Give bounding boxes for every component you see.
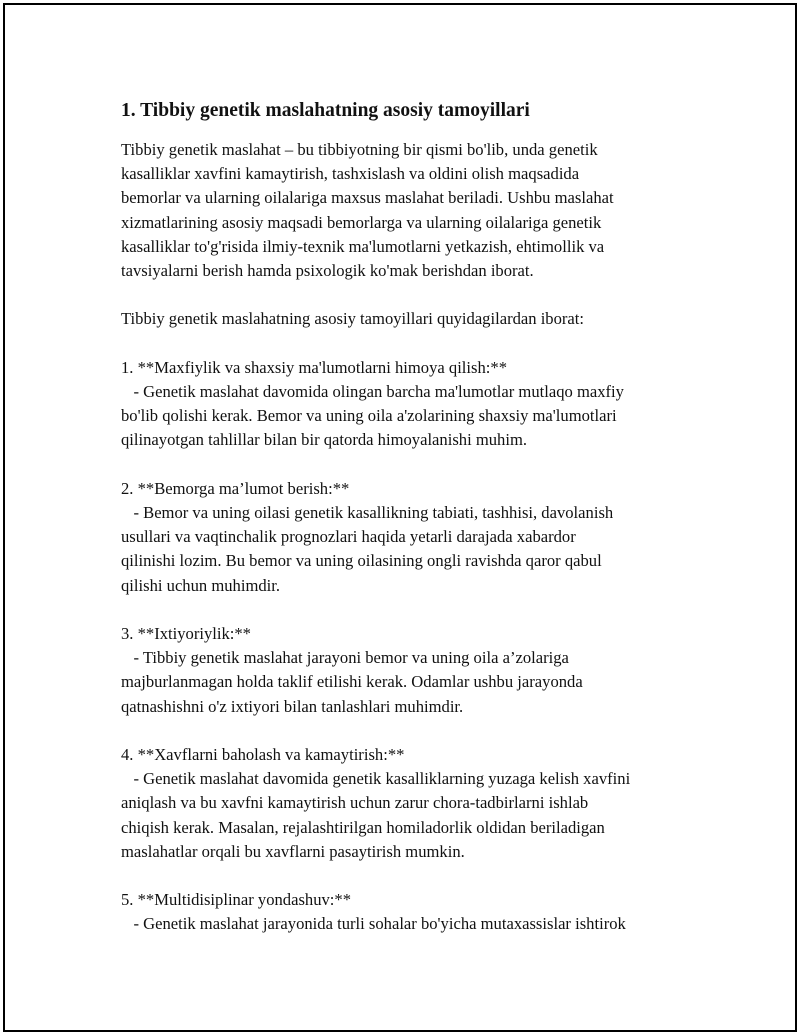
principle-heading: 5. **Multidisiplinar yondashuv:**	[121, 890, 352, 910]
principle-line: - Genetik maslahat davomida genetik kasalliklarning yuzaga kelish xavfini	[121, 769, 631, 789]
principle-line: qilinishi lozim. Bu bemor va uning oilasining ongli ravishda qaror qabul	[121, 551, 602, 571]
intro-line: xizmatlarining asosiy maqsadi bemorlarga va ularning oilalariga genetik	[121, 212, 602, 232]
principle-line: - Tibbiy genetik maslahat jarayoni bemor va uning oila a’zolariga	[121, 648, 569, 668]
document-title: 1. Tibbiy genetik maslahatning asosiy tamoyillari	[121, 100, 530, 121]
principle-line: maslahatlar orqali bu xavflarni pasaytirish mumkin.	[121, 841, 465, 861]
document-body	[121, 93, 721, 937]
intro-line: kasalliklar to'g'risida ilmiy-texnik ma'lumotlarni yetkazish, ehtimollik va	[121, 236, 605, 256]
document-page	[3, 3, 797, 1032]
intro-line: kasalliklar xavfini kamaytirish, tashxislash va oldini olish maqsadida	[121, 164, 580, 184]
principle-line: - Genetik maslahat jarayonida turli sohalar bo'yicha mutaxassislar ishtirok	[121, 914, 626, 934]
principle-line: - Genetik maslahat davomida olingan barcha ma'lumotlar mutlaqo maxfiy	[121, 382, 624, 401]
principle-line: chiqish kerak. Masalan, rejalashtirilgan homiladorlik oldidan beriladigan	[121, 817, 605, 837]
intro-line: tavsiyalarni berish hamda psixologik ko'mak berishdan iborat.	[121, 261, 534, 281]
principle-heading: 2. **Bemorga ma’lumot berish:**	[121, 478, 350, 498]
principle-line: bo'lib qolishi kerak. Bemor va uning oila a'zolarining shaxsiy ma'lumotlari	[121, 406, 617, 426]
principles-lead-line: Tibbiy genetik maslahatning asosiy tamoyillari quyidagilardan iborat:	[121, 309, 585, 329]
intro-line: bemorlar va ularning oilalariga maxsus maslahat beriladi. Ushbu maslahat	[121, 188, 614, 208]
principle-heading: 4. **Xavflarni baholash va kamaytirish:**	[121, 745, 405, 764]
principle-line: qatnashishni o'z ixtiyori bilan tanlashlari muhimdir.	[121, 696, 464, 716]
principle-heading: 3. **Ixtiyoriylik:**	[121, 624, 251, 643]
principle-line: - Bemor va uning oilasi genetik kasallikning tabiati, tashhisi, davolanish	[121, 503, 614, 522]
principle-line: aniqlash va bu xavfni kamaytirish uchun zarur chora-tadbirlarni ishlab	[121, 793, 589, 813]
principle-line: majburlanmagan holda taklif etilishi kerak. Odamlar ushbu jarayonda	[121, 672, 583, 692]
principle-line: qilishi uchun muhimdir.	[121, 575, 281, 595]
principle-line: usullari va vaqtinchalik prognozlari haqida yetarli darajada xabardor	[121, 527, 576, 547]
intro-line: Tibbiy genetik maslahat – bu tibbiyotning bir qismi bo'lib, unda genetik	[121, 140, 598, 159]
principle-line: qilinayotgan tahlillar bilan bir qatorda himoyalanishi muhim.	[121, 430, 528, 450]
principle-heading: 1. **Maxfiylik va shaxsiy ma'lumotlarni himoya qilish:**	[121, 357, 507, 377]
